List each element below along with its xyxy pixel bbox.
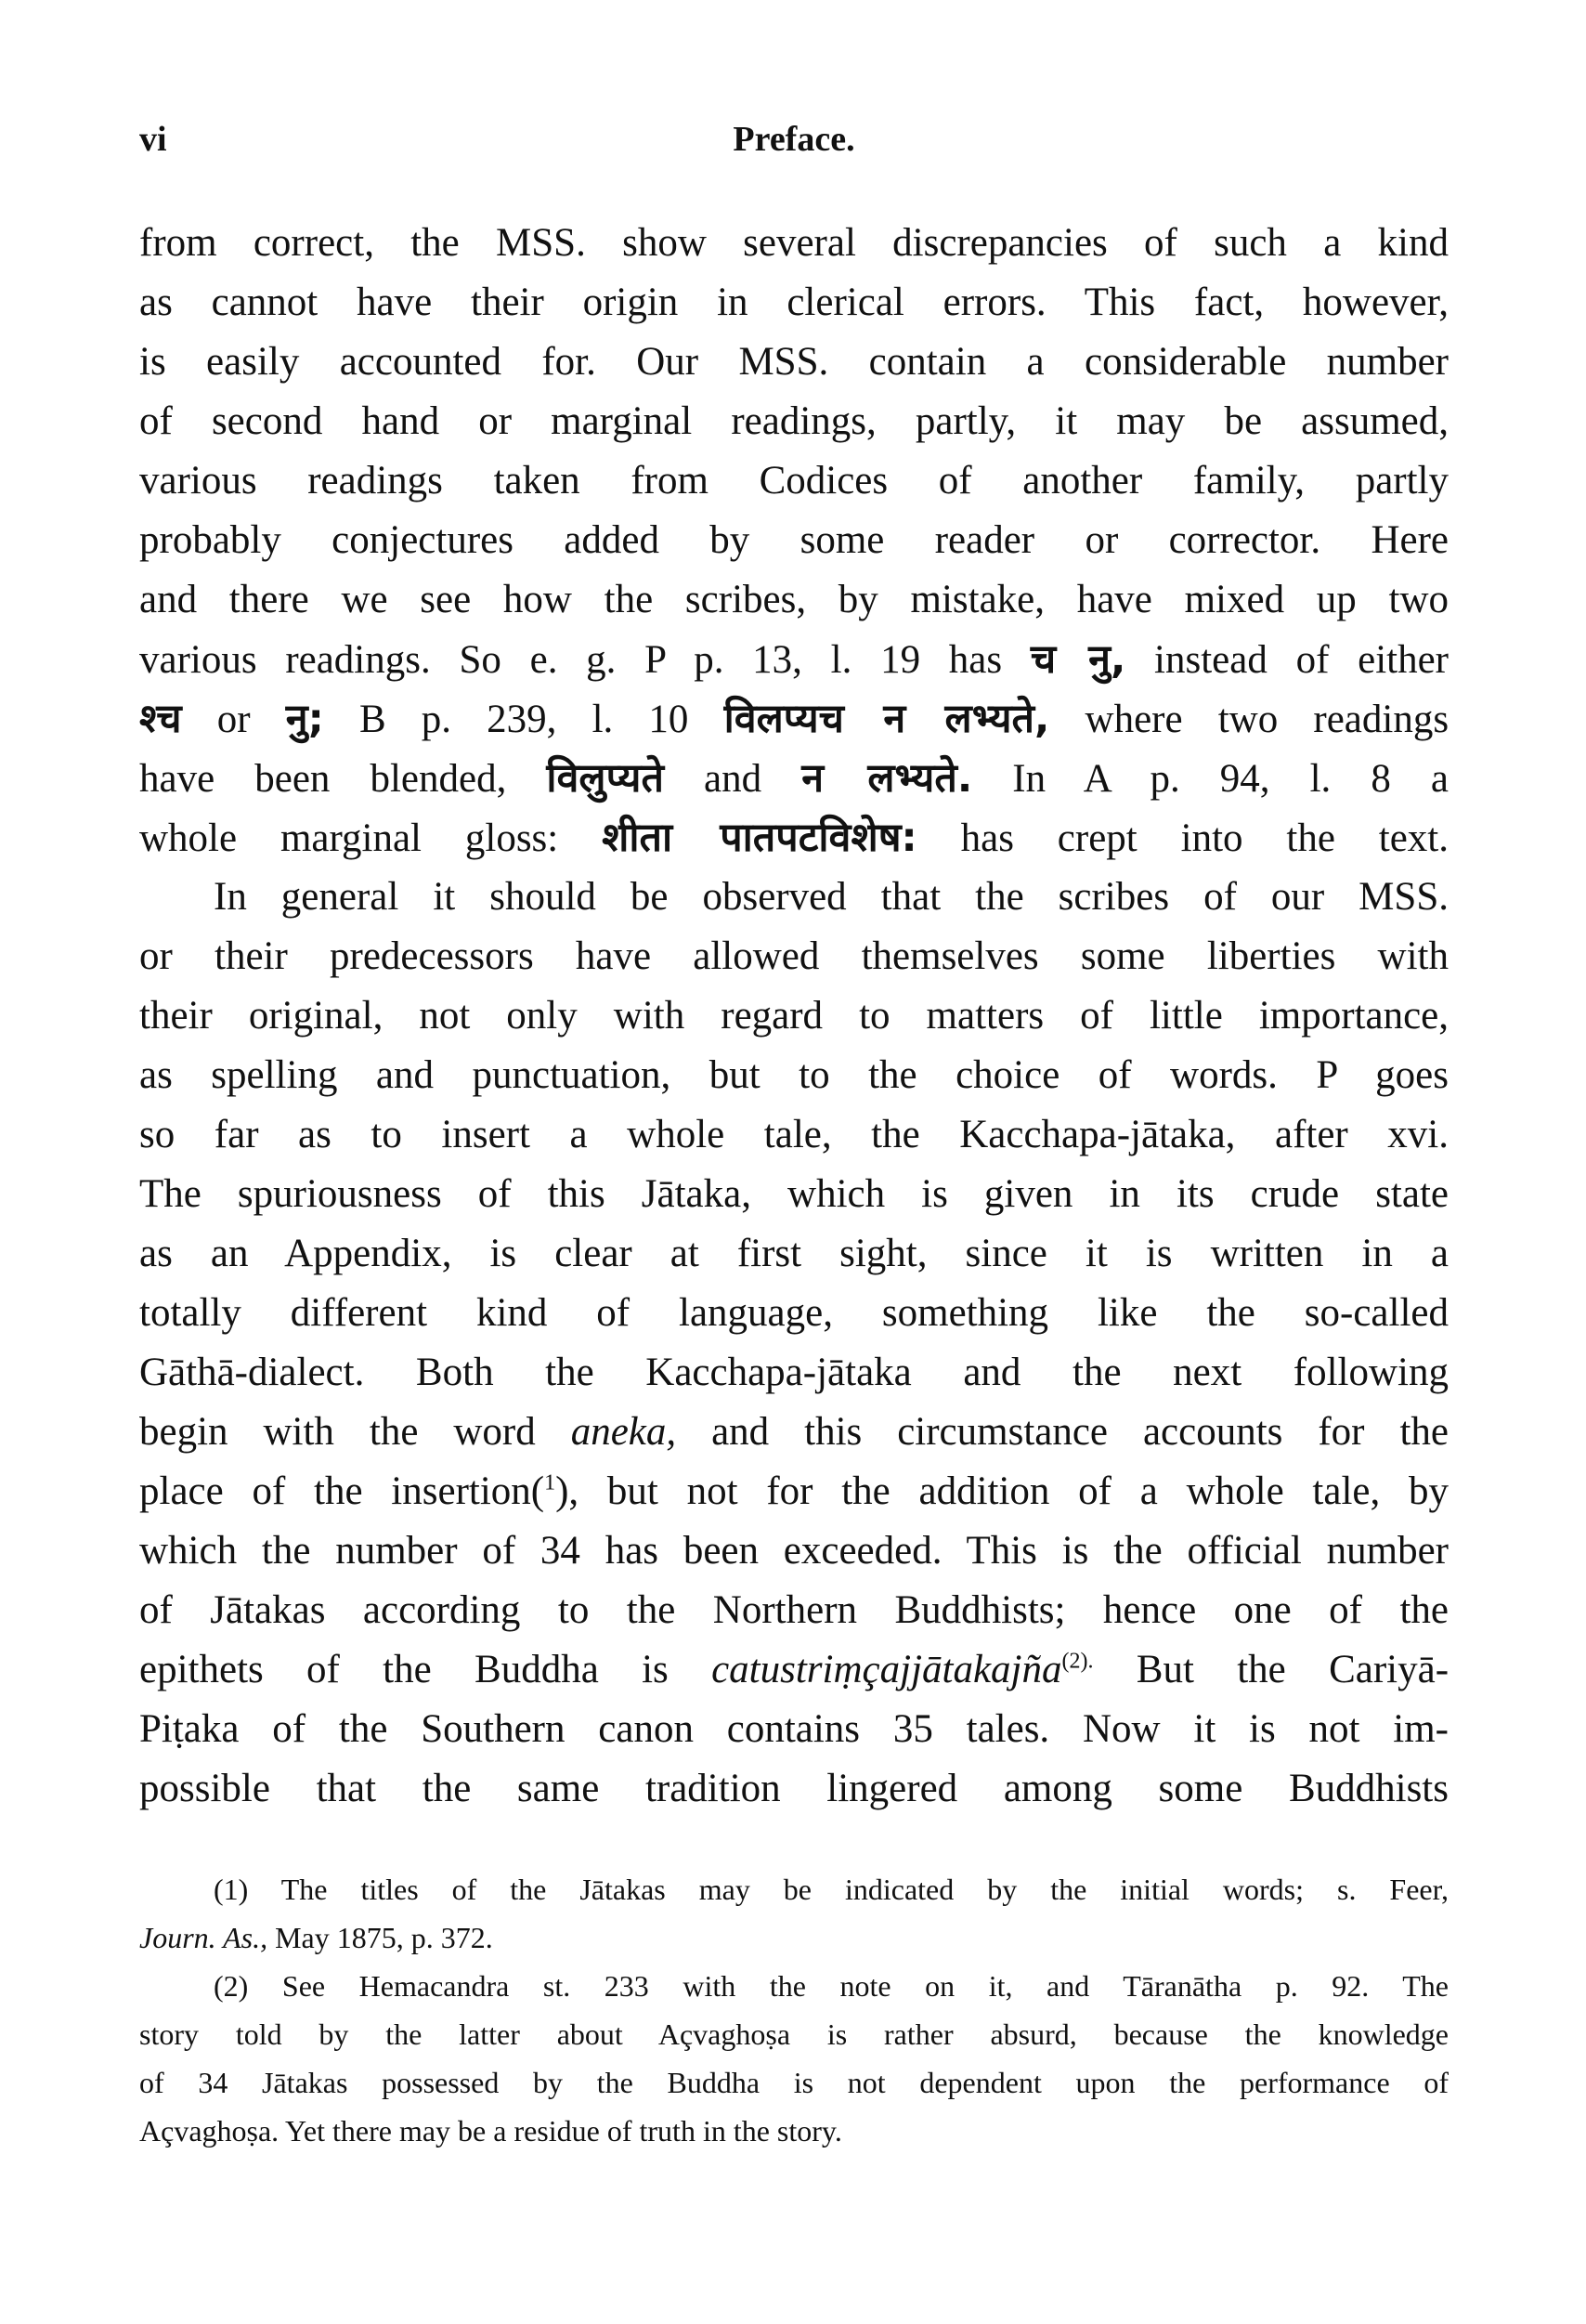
text-line — [139, 749, 1449, 808]
footnote-mark: (1) — [214, 1873, 249, 1906]
footnote-ref-2: (2). — [1061, 1649, 1094, 1674]
devanagari-text: श्च — [139, 696, 182, 742]
text-line: or their predecessors have allowed themselves some liberties with — [139, 934, 1449, 978]
text-line — [139, 689, 1449, 749]
text-line: as cannot have their origin in clerical errors. This fact, however, — [139, 281, 1449, 324]
text-line: various readings taken from Codices of another family, partly — [139, 459, 1449, 503]
text-span: where two readings — [1085, 698, 1449, 741]
footnote-2-line: of 34 Jātakas possessed by the Buddha is not dependent upon the performance of — [139, 2066, 1449, 2099]
text-line: as spelling and punctuation, but to the choice of words. P goes — [139, 1053, 1449, 1097]
text-line: Piṭaka of the Southern canon contains 35 tales. Now it is not im- — [139, 1707, 1449, 1751]
text-span: and this circumstance accounts for the — [711, 1410, 1449, 1454]
text-line: of Jātakas according to the Northern Buddhists; hence one of the — [139, 1588, 1449, 1632]
text-line — [139, 1462, 1449, 1521]
paragraph-first-line: In general it should be observed that the scribes of our MSS. — [214, 875, 1449, 919]
page — [139, 111, 1449, 2155]
devanagari-text: च नु, — [1030, 636, 1126, 683]
devanagari-text: नु; — [285, 696, 324, 742]
text-span: In A p. 94, l. 8 a — [1012, 757, 1449, 801]
text-line: of second hand or marginal readings, partly, it may be assumed, — [139, 399, 1449, 443]
text-line: probably conjectures added by some reader or corrector. Here — [139, 518, 1449, 562]
footnote-text: The titles of the Jātakas may be indicated by the initial words; s. Feer, — [280, 1873, 1449, 1906]
footnote-1 — [139, 1865, 1449, 1913]
italic-word: catustriṃçajjātakajña — [711, 1648, 1062, 1691]
text-line — [139, 1403, 1449, 1462]
text-line: as an Appendix, is clear at first sight, since it is written in a — [139, 1232, 1449, 1275]
text-span: ), but not for the addition of a whole tale, by — [555, 1469, 1449, 1513]
page-number: vi — [139, 120, 167, 159]
text-line: and there we see how the scribes, by mistake, have mixed up two — [139, 578, 1449, 621]
text-line: totally different kind of language, something like the so-called — [139, 1291, 1449, 1335]
footnote-1-line — [139, 1913, 1449, 1962]
footnote-2-line: Açvaghoṣa. Yet there may be a residue of truth in the story. — [139, 2114, 842, 2148]
text-span: instead of either — [1154, 638, 1449, 682]
italic-word: aneka, — [570, 1410, 677, 1454]
devanagari-text: विलप्यच न लभ्यते, — [723, 696, 1050, 742]
text-line: possible that the same tradition lingered among some Buddhists — [139, 1767, 1449, 1810]
text-line: The spuriousness of this Jātaka, which is given in its crude state — [139, 1172, 1449, 1216]
text-span: various readings. So e. g. P p. 13, l. 19 has — [139, 638, 1003, 682]
text-line — [139, 808, 1449, 868]
text-line: is easily accounted for. Our MSS. contain a considerable number — [139, 340, 1449, 384]
footnote-text: May 1875, p. 372. — [275, 1921, 493, 1954]
devanagari-text: विलुप्यते — [546, 755, 664, 802]
italic-citation: Journ. As., — [139, 1921, 268, 1954]
footnote-mark: (2) — [214, 1969, 249, 2003]
text-line — [139, 630, 1449, 689]
text-span: But the Cariyā- — [1136, 1648, 1449, 1691]
footnotes — [139, 1865, 1449, 2155]
footnote-ref-1: 1 — [544, 1470, 556, 1495]
text-span: and — [704, 757, 762, 801]
devanagari-text: शीता पातपटविशेष: — [602, 815, 917, 861]
text-line: Gāthā-dialect. Both the Kacchapa-jātaka and the next following — [139, 1351, 1449, 1394]
text-span: or — [216, 698, 251, 741]
footnote-2 — [139, 1962, 1449, 2010]
text-line: from correct, the MSS. show several discrepancies of such a kind — [139, 221, 1449, 265]
text-line: so far as to insert a whole tale, the Kacchapa-jātaka, after xvi. — [139, 1113, 1449, 1156]
text-span: begin with the word — [139, 1410, 536, 1454]
devanagari-text: न लभ्यते. — [801, 755, 973, 802]
running-title: Preface. — [733, 120, 855, 159]
text-line: which the number of 34 has been exceeded. This is the official number — [139, 1529, 1449, 1573]
text-span: place of the insertion( — [139, 1469, 545, 1513]
running-head — [139, 111, 1449, 167]
text-span: B p. 239, l. 10 — [358, 698, 689, 741]
text-line: their original, not only with regard to matters of little importance, — [139, 994, 1449, 1038]
text-span: whole marginal gloss: — [139, 816, 559, 860]
text-line — [139, 1640, 1449, 1700]
text-span: have been blended, — [139, 757, 507, 801]
footnote-2-line: story told by the latter about Açvaghoṣa is rather absurd, because the knowledge — [139, 2017, 1449, 2051]
text-span: epithets of the Buddha is — [139, 1648, 669, 1691]
body-text — [139, 214, 1449, 1819]
text-span: has crept into the text. — [960, 816, 1449, 860]
footnote-text: See Hemacandra st. 233 with the note on it, and Tāranātha p. 92. The — [281, 1969, 1449, 2003]
